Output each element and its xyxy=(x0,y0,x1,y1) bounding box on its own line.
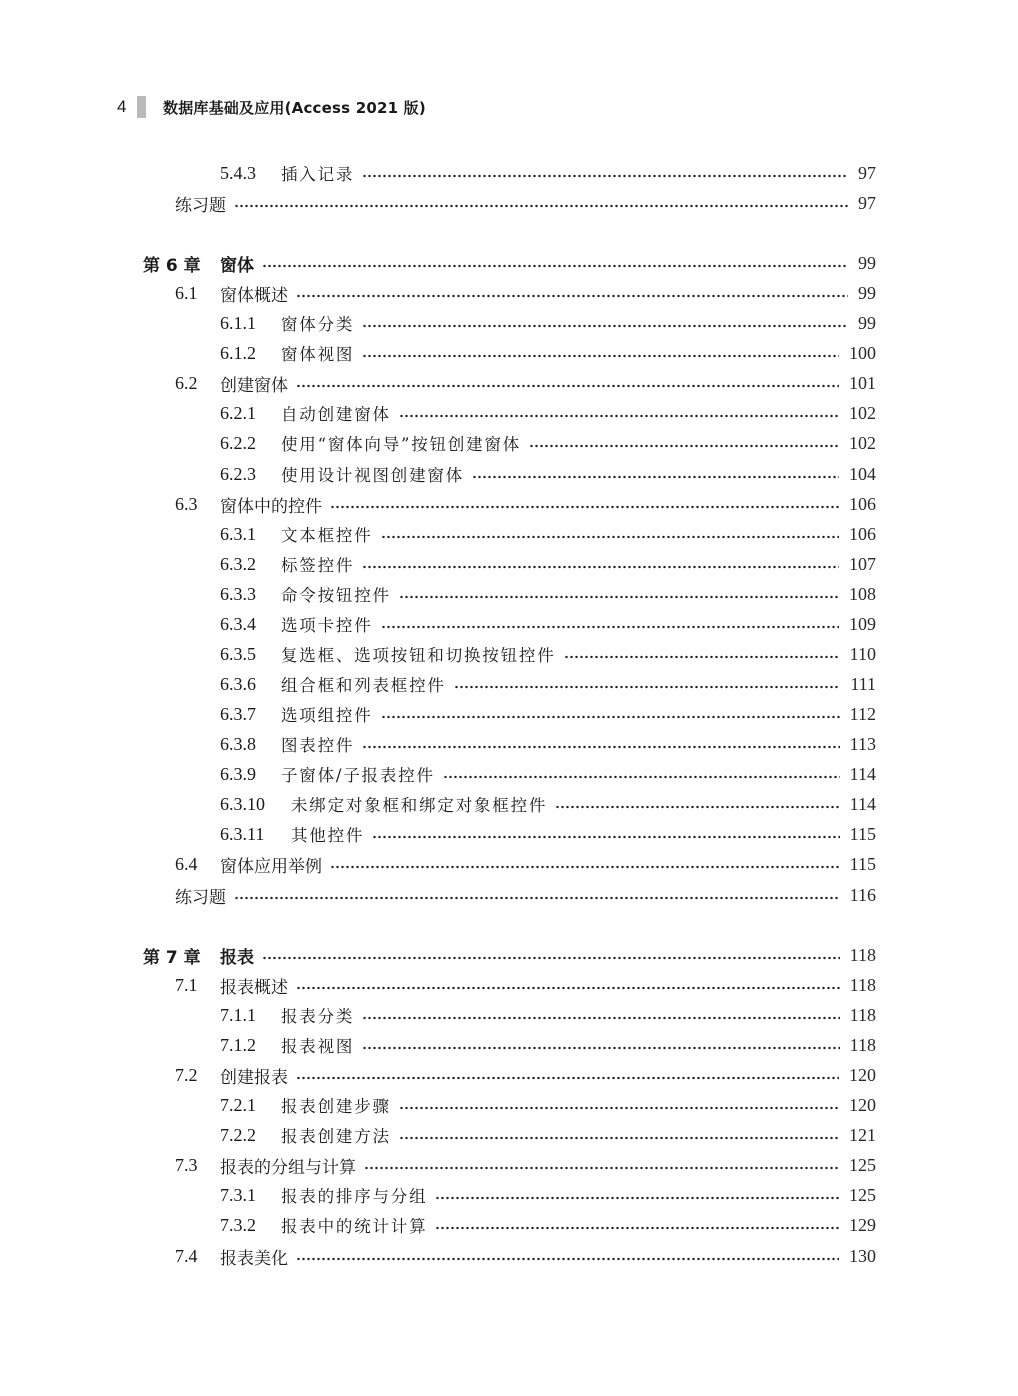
dot-leader xyxy=(399,1106,839,1110)
toc-entry-title: 窗体分类 xyxy=(281,315,355,334)
toc-entry-title: 其他控件 xyxy=(291,826,365,845)
toc-entry-chapter xyxy=(143,248,876,278)
toc-entry-number: 7.1 xyxy=(175,974,198,995)
toc-entry-number: 7.1.2 xyxy=(220,1034,256,1055)
dot-leader xyxy=(362,174,848,178)
toc-entry-number: 6.2.2 xyxy=(220,432,256,453)
toc-entry-subsection xyxy=(220,1090,876,1120)
toc-entry-subsection xyxy=(220,1210,876,1240)
toc-entry-title: 报表 xyxy=(220,947,254,968)
toc-entry-number: 6.3.6 xyxy=(220,673,256,694)
toc-entry-section xyxy=(175,489,876,519)
toc-entry-subsection xyxy=(220,759,876,789)
toc-entry-page: 99 xyxy=(858,282,876,303)
toc-entry-page: 99 xyxy=(858,252,876,273)
toc-entry-number: 6.2.1 xyxy=(220,402,256,423)
dot-leader xyxy=(555,805,839,809)
toc-entry-number: 6.3.3 xyxy=(220,583,256,604)
toc-entry-subsection xyxy=(220,1180,876,1210)
toc-entry-number: 6.3.10 xyxy=(220,793,265,814)
toc-entry-subsection xyxy=(220,398,876,428)
toc-entry-subsection xyxy=(220,579,876,609)
toc-entry-number: 6.4 xyxy=(175,853,198,874)
toc-entry-page: 114 xyxy=(849,763,876,784)
dot-leader xyxy=(296,986,840,990)
toc-entry-page: 108 xyxy=(849,583,876,604)
toc-entry-title: 报表视图 xyxy=(281,1037,355,1056)
toc-entry-title: 命令按钮控件 xyxy=(281,586,391,605)
toc-entry-page: 116 xyxy=(849,884,876,905)
dot-leader xyxy=(296,1076,839,1080)
toc-entry-subsection xyxy=(220,669,876,699)
toc-entry-subsection xyxy=(220,459,876,489)
toc-entry-title: 报表中的统计计算 xyxy=(281,1217,428,1236)
toc-entry-subsection xyxy=(220,729,876,759)
toc-entry-page: 101 xyxy=(849,372,876,393)
toc-entry-title: 标签控件 xyxy=(281,556,355,575)
toc-entry-title: 窗体应用举例 xyxy=(220,856,322,877)
dot-leader xyxy=(362,1046,839,1050)
toc-entry-page: 121 xyxy=(849,1124,876,1145)
toc-entry-number: 6.3.4 xyxy=(220,613,256,634)
page-number: 4 xyxy=(117,97,127,116)
toc-entry-subsection xyxy=(220,1030,876,1060)
toc-entry-number: 5.4.3 xyxy=(220,162,256,183)
dot-leader xyxy=(234,896,840,900)
dot-leader xyxy=(454,685,841,689)
toc-entry-number: 7.2.2 xyxy=(220,1124,256,1145)
toc-entry-number: 6.3.2 xyxy=(220,553,256,574)
toc-entry-number: 7.3.2 xyxy=(220,1214,256,1235)
toc-entry-chapter xyxy=(143,940,876,970)
toc-entry-number: 7.2 xyxy=(175,1064,198,1085)
toc-entry-page: 115 xyxy=(849,823,876,844)
dot-leader xyxy=(362,354,839,358)
toc-entry-page: 118 xyxy=(849,974,876,995)
toc-entry-section xyxy=(175,368,876,398)
book-title: 数据库基础及应用(Access 2021 版) xyxy=(163,98,426,117)
toc-entry-number: 6.1.2 xyxy=(220,342,256,363)
dot-leader xyxy=(435,1196,839,1200)
dot-leader xyxy=(330,505,839,509)
toc-entry-page: 102 xyxy=(849,402,876,423)
toc-entry-number: 6.3.9 xyxy=(220,763,256,784)
toc-entry-title: 报表创建方法 xyxy=(281,1127,391,1146)
dot-leader xyxy=(443,775,840,779)
toc-entry-number: 第 7 章 xyxy=(143,947,201,968)
dot-leader xyxy=(472,475,839,479)
toc-entry-subsection xyxy=(220,428,876,458)
toc-entry-number: 第 6 章 xyxy=(143,255,201,276)
toc-entry-exercise xyxy=(175,188,876,218)
toc-entry-title: 练习题 xyxy=(175,195,226,216)
toc-entry-subsection xyxy=(220,789,876,819)
toc-entry-number: 7.2.1 xyxy=(220,1094,256,1115)
toc-entry-page: 120 xyxy=(849,1064,876,1085)
toc-entry-number: 6.1 xyxy=(175,282,198,303)
toc-entry-page: 115 xyxy=(849,853,876,874)
dot-leader xyxy=(399,1136,839,1140)
toc-entry-title: 创建窗体 xyxy=(220,375,288,396)
toc-entry-page: 129 xyxy=(849,1214,876,1235)
toc-entry-page: 100 xyxy=(849,342,876,363)
dot-leader xyxy=(399,595,839,599)
toc-entry-title: 报表概述 xyxy=(220,977,288,998)
toc-entry-title: 使用设计视图创建窗体 xyxy=(281,466,464,485)
toc-entry-number: 6.3.7 xyxy=(220,703,256,724)
toc-entry-subsection xyxy=(220,609,876,639)
toc-entry-number: 6.3.11 xyxy=(220,823,265,844)
dot-leader xyxy=(262,264,848,268)
toc-entry-page: 102 xyxy=(849,432,876,453)
toc-entry-title: 插入记录 xyxy=(281,165,355,184)
dot-leader xyxy=(381,535,840,539)
dot-leader xyxy=(362,324,848,328)
toc-entry-page: 125 xyxy=(849,1154,876,1175)
dot-leader xyxy=(372,835,839,839)
toc-entry-subsection xyxy=(220,1120,876,1150)
toc-entry-title: 窗体 xyxy=(220,255,254,276)
toc-entry-page: 130 xyxy=(849,1245,876,1266)
toc-entry-number: 6.3.5 xyxy=(220,643,256,664)
toc-entry-page: 104 xyxy=(849,463,876,484)
toc-entry-section xyxy=(175,970,876,1000)
toc-entry-exercise xyxy=(175,880,876,910)
toc-entry-page: 118 xyxy=(849,1034,876,1055)
toc-entry-title: 报表分类 xyxy=(281,1007,355,1026)
toc-entry-number: 7.4 xyxy=(175,1245,198,1266)
toc-entry-section xyxy=(175,278,876,308)
dot-leader xyxy=(381,715,840,719)
toc-entry-number: 7.1.1 xyxy=(220,1004,256,1025)
dot-leader xyxy=(399,414,839,418)
dot-leader xyxy=(262,956,840,960)
toc-entry-page: 118 xyxy=(849,1004,876,1025)
toc-entry-page: 107 xyxy=(849,553,876,574)
toc-entry-title: 复选框、选项按钮和切换按钮控件 xyxy=(281,646,556,665)
dot-leader xyxy=(362,565,839,569)
toc-entry-subsection xyxy=(220,308,876,338)
toc-entry-section xyxy=(175,1060,876,1090)
toc-entry-title: 创建报表 xyxy=(220,1067,288,1088)
toc-entry-page: 97 xyxy=(858,162,876,183)
dot-leader xyxy=(435,1226,839,1230)
toc-entry-number: 7.3.1 xyxy=(220,1184,256,1205)
toc-entry-subsection xyxy=(220,338,876,368)
toc-entry-page: 125 xyxy=(849,1184,876,1205)
toc-entry-subsection xyxy=(220,699,876,729)
toc-entry-page: 97 xyxy=(858,192,876,213)
toc-entry-subsection xyxy=(220,1000,876,1030)
toc-entry-title: 选项卡控件 xyxy=(281,616,373,635)
dot-leader xyxy=(296,384,839,388)
toc-entry-page: 111 xyxy=(850,673,876,694)
toc-entry-title: 使用“窗体向导”按钮创建窗体 xyxy=(281,435,522,454)
toc-entry-subsection xyxy=(220,639,876,669)
dot-leader xyxy=(362,1016,839,1020)
toc-entry-title: 图表控件 xyxy=(281,736,355,755)
running-header xyxy=(117,94,426,120)
dot-leader xyxy=(529,444,839,448)
dot-leader xyxy=(234,204,848,208)
toc-entry-page: 112 xyxy=(849,703,876,724)
toc-entry-page: 99 xyxy=(858,312,876,333)
toc-entry-number: 6.1.1 xyxy=(220,312,256,333)
toc-entry-title: 子窗体/子报表控件 xyxy=(281,766,435,785)
toc-entry-section xyxy=(175,849,876,879)
toc-entry-title: 报表的排序与分组 xyxy=(281,1187,428,1206)
toc-entry-section xyxy=(175,1241,876,1271)
toc-entry-title: 自动创建窗体 xyxy=(281,405,391,424)
toc-entry-number: 6.3 xyxy=(175,493,198,514)
toc-entry-subsection xyxy=(220,519,876,549)
toc-entry-title: 报表的分组与计算 xyxy=(220,1157,356,1178)
toc-entry-page: 106 xyxy=(849,523,876,544)
toc-entry-section xyxy=(175,1150,876,1180)
dot-leader xyxy=(381,625,840,629)
toc-entry-number: 6.3.8 xyxy=(220,733,256,754)
toc-entry-subsection xyxy=(220,158,876,188)
dot-leader xyxy=(330,865,840,869)
header-divider-bar xyxy=(137,96,146,118)
toc-entry-page: 106 xyxy=(849,493,876,514)
dot-leader xyxy=(296,1257,839,1261)
dot-leader xyxy=(564,655,840,659)
toc-entry-page: 120 xyxy=(849,1094,876,1115)
toc-entry-title: 窗体中的控件 xyxy=(220,496,322,517)
toc-entry-number: 6.2 xyxy=(175,372,198,393)
toc-entry-title: 选项组控件 xyxy=(281,706,373,725)
toc-entry-page: 113 xyxy=(849,733,876,754)
toc-entry-page: 114 xyxy=(849,793,876,814)
dot-leader xyxy=(364,1166,839,1170)
toc-entry-subsection xyxy=(220,819,876,849)
dot-leader xyxy=(362,745,839,749)
toc-entry-page: 109 xyxy=(849,613,876,634)
toc-entry-title: 文本框控件 xyxy=(281,526,373,545)
toc-entry-number: 6.3.1 xyxy=(220,523,256,544)
toc-entry-title: 组合框和列表框控件 xyxy=(281,676,446,695)
toc-entry-number: 7.3 xyxy=(175,1154,198,1175)
toc-entry-title: 报表创建步骤 xyxy=(281,1097,391,1116)
toc-entry-title: 练习题 xyxy=(175,887,226,908)
toc-entry-title: 报表美化 xyxy=(220,1248,288,1269)
toc-entry-title: 未绑定对象框和绑定对象框控件 xyxy=(291,796,548,815)
toc-entry-title: 窗体视图 xyxy=(281,345,355,364)
dot-leader xyxy=(296,294,848,298)
toc-entry-page: 110 xyxy=(849,643,876,664)
toc-entry-subsection xyxy=(220,549,876,579)
toc-entry-page: 118 xyxy=(849,944,876,965)
toc-entry-title: 窗体概述 xyxy=(220,285,288,306)
toc-entry-number: 6.2.3 xyxy=(220,463,256,484)
